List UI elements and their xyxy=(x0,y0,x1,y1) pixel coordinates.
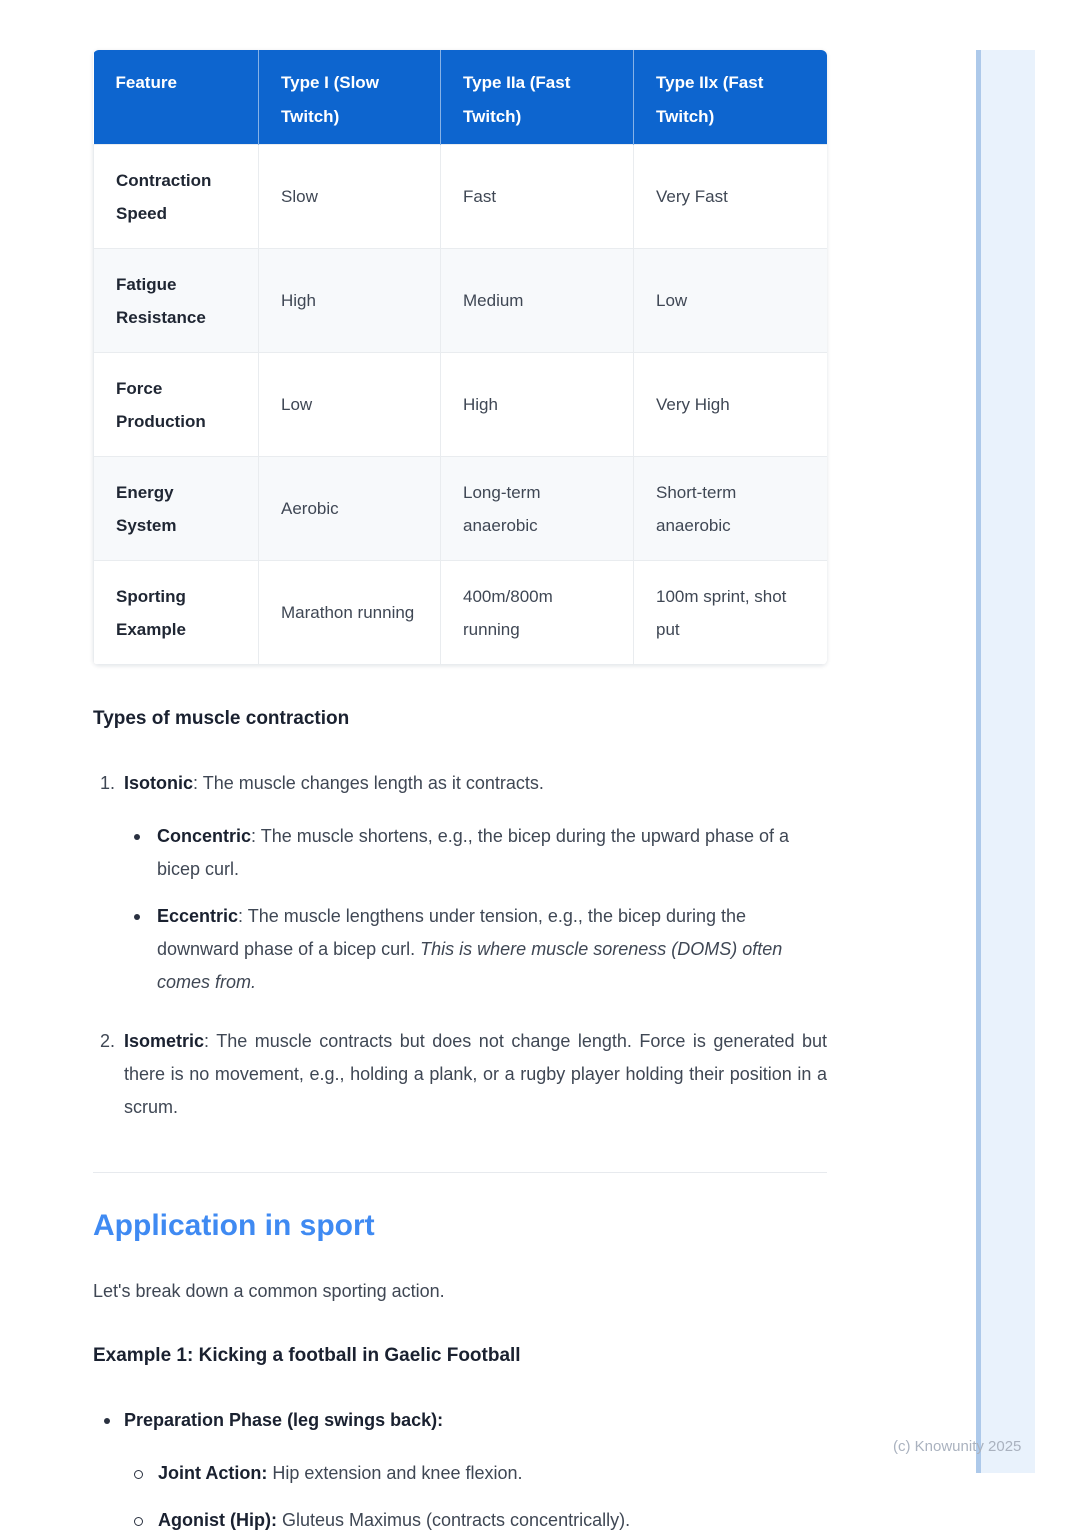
bullet-icon xyxy=(134,900,157,999)
list-item-eccentric xyxy=(93,900,827,999)
cell: Slow xyxy=(259,145,441,249)
cell: Medium xyxy=(441,249,634,353)
header-cell-type2x: Type IIx (Fast Twitch) xyxy=(634,50,828,145)
row-feature: Sporting Example xyxy=(94,561,259,665)
phase-label: Preparation Phase (leg swings back): xyxy=(124,1410,444,1430)
cell: Marathon running xyxy=(259,561,441,665)
term-agonist-text: Gluteus Maximus (contracts concentrically). xyxy=(276,1510,631,1530)
term-eccentric-text: : The muscle lengthens under tension, e.g., the bicep during the downward phase of a bicep curl. xyxy=(157,906,747,959)
intro-paragraph: Let's break down a common sporting action. xyxy=(93,1281,445,1301)
table-row xyxy=(94,561,828,665)
list-text xyxy=(124,1025,827,1124)
cell: High xyxy=(259,249,441,353)
table-header-row xyxy=(94,50,828,145)
table-row xyxy=(94,457,828,561)
cell: High xyxy=(441,353,634,457)
copyright-watermark: (c) Knowunity 2025 xyxy=(893,1438,1022,1455)
cell: 400m/800m running xyxy=(441,561,634,665)
page-content xyxy=(93,50,827,1537)
term-joint-action: Joint Action: xyxy=(158,1463,268,1483)
row-feature: Contraction Speed xyxy=(94,145,259,249)
list-item-concentric xyxy=(93,820,827,886)
cell: Fast xyxy=(441,145,634,249)
circle-bullet-icon xyxy=(134,1457,158,1490)
cell: Aerobic xyxy=(259,457,441,561)
term-agonist: Agonist (Hip): xyxy=(158,1510,277,1530)
section-heading-contraction: Types of muscle contraction xyxy=(93,708,350,729)
list-item-joint-action xyxy=(93,1457,827,1490)
list-text xyxy=(157,820,827,886)
list-item-agonist xyxy=(93,1504,827,1537)
cell: 100m sprint, shot put xyxy=(634,561,828,665)
list-item-isotonic xyxy=(93,767,827,800)
table-row xyxy=(94,249,828,353)
cell: Low xyxy=(634,249,828,353)
term-concentric: Concentric xyxy=(157,826,252,846)
term-eccentric-italic: This is where muscle soreness (DOMS) often comes from. xyxy=(157,939,783,992)
muscle-fibre-table xyxy=(93,50,827,665)
list-text xyxy=(158,1504,827,1537)
list-text xyxy=(157,900,827,999)
term-isotonic: Isotonic xyxy=(124,773,194,793)
cell: Low xyxy=(259,353,441,457)
list-text xyxy=(158,1457,827,1490)
list-text xyxy=(124,767,827,800)
term-isotonic-text: : The muscle changes length as it contracts. xyxy=(193,773,544,793)
table-row xyxy=(94,353,828,457)
header-cell-feature: Feature xyxy=(94,50,259,145)
header-cell-type2a: Type IIa (Fast Twitch) xyxy=(441,50,634,145)
term-concentric-text: : The muscle shortens, e.g., the bicep during the upward phase of a bicep curl. xyxy=(157,826,790,879)
row-feature: Force Production xyxy=(94,353,259,457)
term-eccentric: Eccentric xyxy=(157,906,239,926)
term-isometric: Isometric xyxy=(124,1031,205,1051)
table-row xyxy=(94,145,828,249)
term-isometric-text: : The muscle contracts but does not change length. Force is generated but there is no movement, e.g., holding a plank, or a rugby player holding their position in a scrum. xyxy=(124,1031,827,1117)
row-feature: Fatigue Resistance xyxy=(94,249,259,353)
list-number: 2. xyxy=(100,1031,116,1051)
list-item-isometric xyxy=(93,1025,827,1124)
list-text xyxy=(124,1404,827,1437)
section-divider xyxy=(93,1172,827,1173)
list-item-preparation-phase xyxy=(93,1404,827,1437)
example-title: Example 1: Kicking a football in Gaelic Football xyxy=(93,1345,521,1366)
page-edge-strip xyxy=(976,50,1035,1473)
term-joint-action-text: Hip extension and knee flexion. xyxy=(267,1463,523,1483)
cell: Very Fast xyxy=(634,145,828,249)
circle-bullet-icon xyxy=(134,1504,158,1537)
cell: Short-term anaerobic xyxy=(634,457,828,561)
row-feature: Energy System xyxy=(94,457,259,561)
header-cell-type1: Type I (Slow Twitch) xyxy=(259,50,441,145)
bullet-icon xyxy=(104,1404,124,1437)
bullet-icon xyxy=(134,820,157,886)
section-heading-application: Application in sport xyxy=(93,1209,375,1242)
list-number: 1. xyxy=(100,773,116,793)
cell: Long-term anaerobic xyxy=(441,457,634,561)
cell: Very High xyxy=(634,353,828,457)
